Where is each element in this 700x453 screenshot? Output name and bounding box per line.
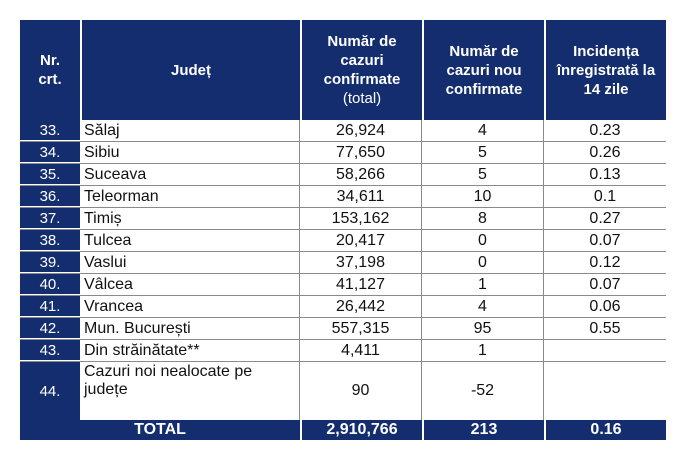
- row-number: 40.: [20, 274, 80, 295]
- new-cases: 95: [422, 318, 544, 339]
- header-new-cases: [424, 20, 544, 120]
- header-incidence-line: Incidența: [573, 42, 639, 60]
- grand-total-incidence: 0.16: [590, 421, 622, 438]
- row-number: 34.: [20, 142, 80, 163]
- header-new-line: confirmate: [445, 80, 523, 98]
- total-cases: 153,162: [300, 208, 422, 229]
- county-name: Sibiu: [80, 142, 300, 163]
- table-row: [20, 252, 666, 274]
- header-nr-crt: [20, 20, 80, 120]
- header-total-line: confirmate: [323, 71, 401, 88]
- table-row: [20, 120, 666, 142]
- county-name: Timiș: [80, 208, 300, 229]
- total-cases: 77,650: [300, 142, 422, 163]
- table-row: [20, 186, 666, 208]
- header-incidence-line: înregistrată la: [556, 61, 656, 79]
- new-cases: 8: [422, 208, 544, 229]
- incidence: 0.26: [544, 142, 666, 163]
- total-cases: 557,315: [300, 318, 422, 339]
- grand-total-cases: 2,910,766: [326, 421, 398, 438]
- header-incidence: [546, 20, 666, 120]
- new-cases: 4: [422, 296, 544, 317]
- total-cases: 20,417: [300, 230, 422, 251]
- table-row: [20, 164, 666, 186]
- header-total-line: cazuri: [340, 52, 384, 69]
- table-row: [20, 230, 666, 252]
- total-label: TOTAL: [134, 421, 186, 438]
- row-number: 33.: [20, 120, 80, 141]
- header-total-cases: [302, 20, 422, 120]
- row-number: 38.: [20, 230, 80, 251]
- total-cases: 58,266: [300, 164, 422, 185]
- row-number: 39.: [20, 252, 80, 273]
- county-name: Din străinătate**: [80, 340, 300, 361]
- county-name: Mun. București: [80, 318, 300, 339]
- incidence: 0.23: [544, 120, 666, 141]
- table-body: [20, 120, 666, 420]
- county-name: Vrancea: [80, 296, 300, 317]
- total-cases: 34,611: [300, 186, 422, 207]
- header-total-subtitle: (total): [342, 90, 382, 107]
- incidence: 0.1: [544, 186, 666, 207]
- row-number: 44.: [20, 362, 80, 420]
- new-cases: 10: [422, 186, 544, 207]
- header-new-line: Număr de: [449, 42, 519, 60]
- total-cases: 26,442: [300, 296, 422, 317]
- header-nr-line: Nr.: [39, 52, 60, 69]
- new-cases: 0: [422, 252, 544, 273]
- table-footer-total: [20, 420, 666, 440]
- new-cases: 5: [422, 142, 544, 163]
- county-name: Vâlcea: [80, 274, 300, 295]
- county-name: Vaslui: [80, 252, 300, 273]
- header-new-line: cazuri nou: [446, 61, 522, 79]
- table-header: [20, 20, 666, 120]
- table-row: [20, 318, 666, 340]
- header-judet: Județ: [170, 61, 211, 79]
- new-cases: -52: [422, 362, 544, 420]
- header-incidence-line: 14 zile: [583, 80, 629, 98]
- row-number: 37.: [20, 208, 80, 229]
- county-name: Tulcea: [80, 230, 300, 251]
- incidence: 0.27: [544, 208, 666, 229]
- total-cases: 41,127: [300, 274, 422, 295]
- row-number: 35.: [20, 164, 80, 185]
- table-row: [20, 362, 666, 420]
- county-name-line: Cazuri noi nealocate pe: [84, 363, 253, 380]
- county-name: Sălaj: [80, 120, 300, 141]
- incidence: 0.12: [544, 252, 666, 273]
- covid-cases-table: [20, 20, 666, 440]
- county-name: [80, 362, 300, 420]
- header-nr-line: crt.: [38, 71, 62, 88]
- table-row: [20, 274, 666, 296]
- table-row: [20, 340, 666, 362]
- new-cases: 1: [422, 274, 544, 295]
- new-cases: 5: [422, 164, 544, 185]
- row-number: 42.: [20, 318, 80, 339]
- incidence: 0.06: [544, 296, 666, 317]
- county-name-line: județe: [84, 381, 128, 398]
- table-row: [20, 142, 666, 164]
- incidence: 0.07: [544, 274, 666, 295]
- total-cases: 4,411: [300, 340, 422, 361]
- incidence: [544, 340, 666, 361]
- row-number: 43.: [20, 340, 80, 361]
- total-cases: 37,198: [300, 252, 422, 273]
- county-name: Teleorman: [80, 186, 300, 207]
- total-cases: 90: [300, 362, 422, 420]
- incidence: 0.07: [544, 230, 666, 251]
- table-row: [20, 296, 666, 318]
- new-cases: 1: [422, 340, 544, 361]
- county-name: Suceava: [80, 164, 300, 185]
- row-number: 41.: [20, 296, 80, 317]
- new-cases: 0: [422, 230, 544, 251]
- new-cases: 4: [422, 120, 544, 141]
- total-cases: 26,924: [300, 120, 422, 141]
- header-total-line: Număr de: [327, 33, 397, 50]
- table-row: [20, 208, 666, 230]
- grand-total-new-cases: 213: [470, 421, 498, 438]
- incidence: [544, 362, 666, 420]
- incidence: 0.13: [544, 164, 666, 185]
- incidence: 0.55: [544, 318, 666, 339]
- row-number: 36.: [20, 186, 80, 207]
